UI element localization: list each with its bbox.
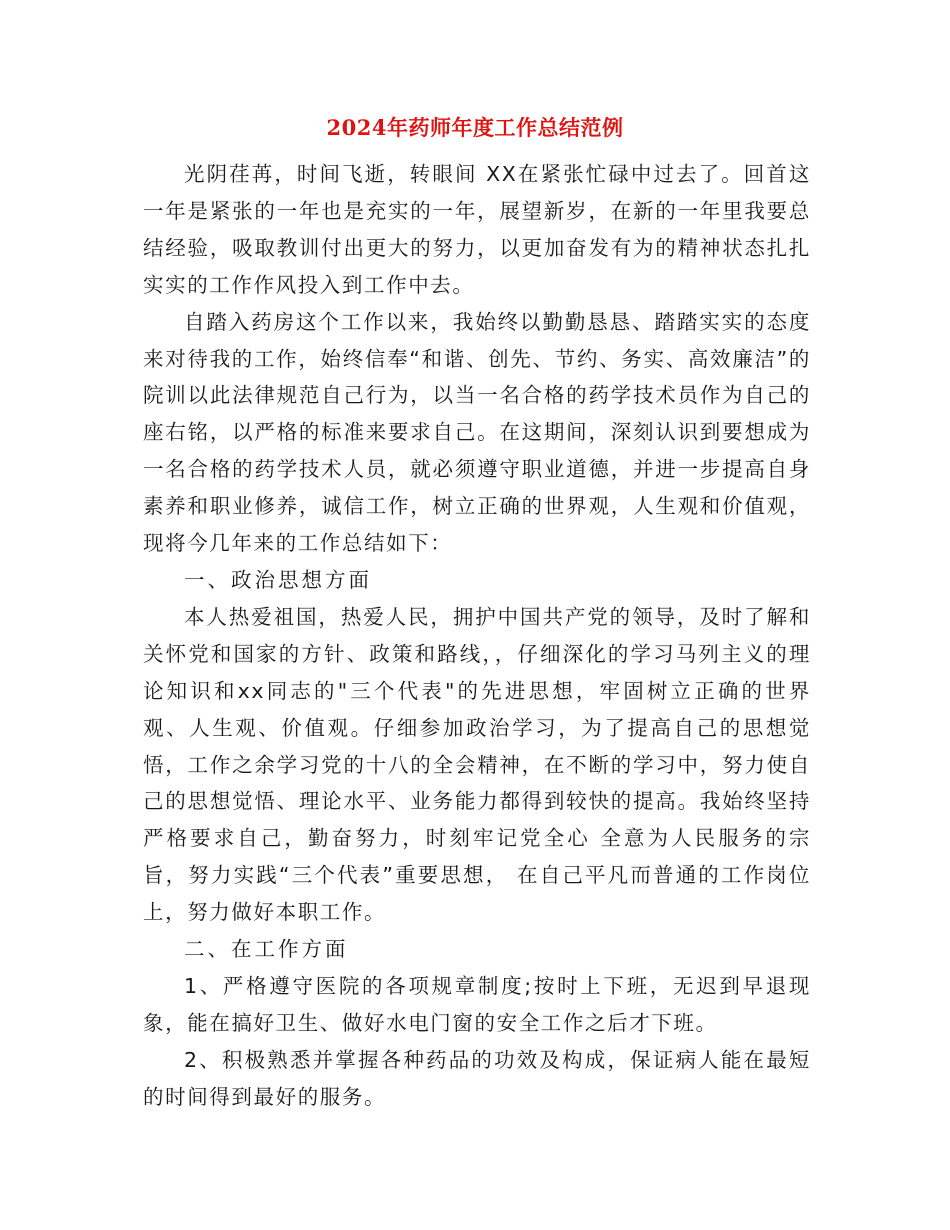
paragraph-work-item-2: 2、积极熟悉并掌握各种药品的功效及构成，保证病人能在最短的时间得到最好的服务。 [143, 1047, 811, 1109]
paragraph-politics: 本人热爱祖国，热爱人民，拥护中国共产党的领导，及时了解和关怀党和国家的方针、政策和路线，，仔细深化的学习马列主义的理论知识和xx同志的"三个代表"的先进思想，牢固树立正确的世界观、人生观、价值观。仔细参加政治学习，为了提高自己的思想觉悟，工作之余学习党的十八的全会精神，在不断的学习中，努力使自己的思想觉悟、理论水平、业务能力都得到较快的提高。我始终坚持严格要求自己，勤奋努力，时刻牢记党全心 全意为人民服务的宗旨，努力实践“三个代表”重要思想， 在自己平凡而普通的工作岗位上，努力做好本职工作。 [143, 604, 811, 925]
paragraph-intro: 光阴荏苒，时间飞逝，转眼间 XX在紧张忙碌中过去了。回首这一年是紧张的一年也是充实的一年，展望新岁，在新的一年里我要总结经验，吸取教训付出更大的努力，以更加奋发有为的精神状态扎扎实实的工作作风投入到工作中去。 [143, 162, 811, 297]
section-heading-work: 二、在工作方面 [184, 937, 349, 962]
document-title: 2024年药师年度工作总结范例 [326, 115, 624, 140]
document-body [143, 156, 811, 1116]
paragraph-work-item-1: 1、严格遵守医院的各项规章制度;按时上下班，无迟到早退现象，能在搞好卫生、做好水电门窗的安全工作之后才下班。 [143, 973, 811, 1035]
paragraph-overview: 自踏入药房这个工作以来，我始终以勤勤恳恳、踏踏实实的态度来对待我的工作，始终信奉“和谐、创先、节约、务实、高效廉洁”的院训以此法律规范自己行为，以当一名合格的药学技术员作为自己的座右铭，以严格的标准来要求自己。在这期间，深刻认识到要想成为一名合格的药学技术人员，就必须遵守职业道德，并进一步提高自身素养和职业修养，诚信工作，树立正确的世界观，人生观和价值观，现将今几年来的工作总结如下： [143, 309, 811, 556]
section-heading-politics: 一、政治思想方面 [184, 567, 372, 592]
